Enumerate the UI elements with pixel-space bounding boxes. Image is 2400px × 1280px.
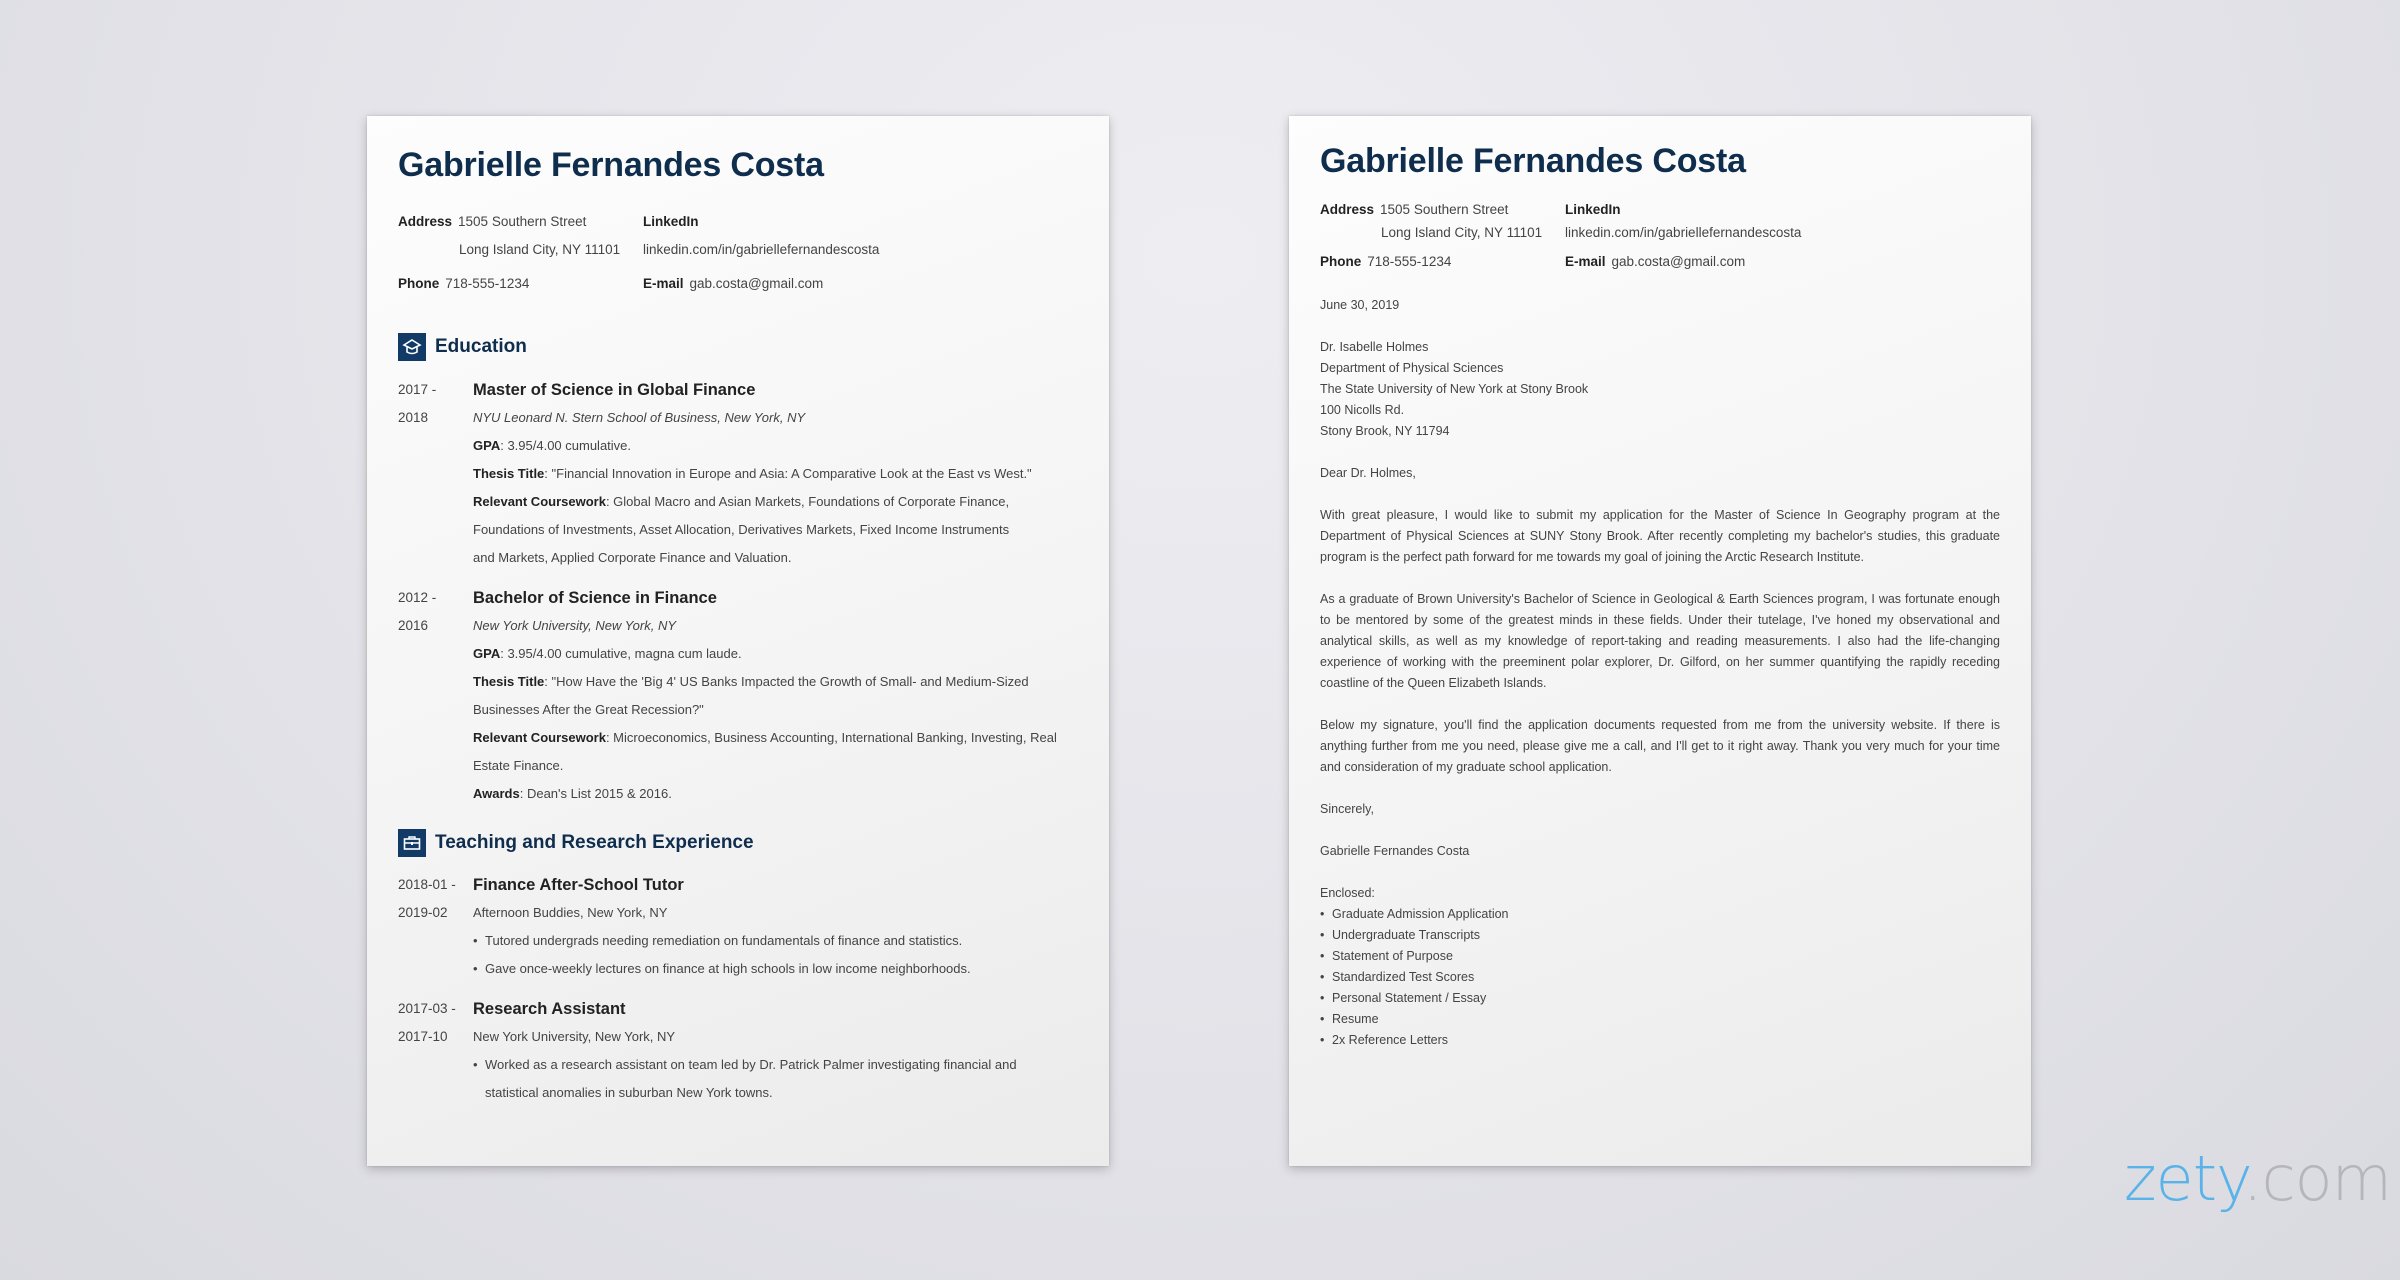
enclosed-item: • 2x Reference Letters <box>1320 1030 2000 1051</box>
gpa: : 3.95/4.00 cumulative. <box>500 438 632 453</box>
linkedin-link[interactable]: linkedin.com/in/gabriellefernandescosta <box>643 242 880 257</box>
linkedin-label: LinkedIn <box>643 214 699 229</box>
entry-date-start: 2017 - <box>398 382 437 397</box>
degree-title: Bachelor of Science in Finance <box>473 589 717 607</box>
cover-letter-page <box>1289 116 2031 1166</box>
address-line1: 1505 Southern Street <box>1380 202 1509 217</box>
closing: Sincerely, <box>1320 802 1374 816</box>
letter-name: Gabrielle Fernandes Costa <box>1320 142 1746 180</box>
email-label: E-mail <box>643 276 684 291</box>
enclosed-item: • Resume <box>1320 1009 2000 1030</box>
enclosed-label: Enclosed: <box>1320 886 1375 900</box>
awards-label: Awards <box>473 786 520 801</box>
thesis-label: Thesis Title <box>473 466 545 481</box>
entry-date-end: 2018 <box>398 410 429 425</box>
address-line2: Long Island City, NY 11101 <box>459 242 621 257</box>
experience-entry <box>398 995 1088 1107</box>
school: NYU Leonard N. Stern School of Business, New York, NY <box>473 410 806 425</box>
experience-section-heading <box>398 829 754 857</box>
thesis: : "Financial Innovation in Europe and Asia: A Comparative Look at the East vs West." <box>544 466 1032 481</box>
address-line1: 1505 Southern Street <box>458 214 587 229</box>
employer: New York University, New York, NY <box>473 1029 676 1044</box>
linkedin-label: LinkedIn <box>1565 202 1621 217</box>
enclosed-item: • Personal Statement / Essay <box>1320 988 2000 1009</box>
recipient-line: 100 Nicolls Rd. <box>1320 403 1405 417</box>
letter-date: June 30, 2019 <box>1320 298 1400 312</box>
education-heading: Education <box>435 336 527 357</box>
logo-tld: .com <box>2242 1142 2391 1215</box>
email-label: E-mail <box>1565 254 1606 269</box>
phone-label: Phone <box>398 276 440 291</box>
zety-logo <box>2124 1142 2391 1215</box>
entry-date-end: 2017-10 <box>398 1029 448 1044</box>
recipient-line: Stony Brook, NY 11794 <box>1320 424 1450 438</box>
enclosed-item: • Statement of Purpose <box>1320 946 2000 967</box>
coursework-label: Relevant Coursework <box>473 730 606 745</box>
entry-date-start: 2018-01 - <box>398 877 456 892</box>
enclosed-item: • Undergraduate Transcripts <box>1320 925 2000 946</box>
enclosed-item: • Standardized Test Scores <box>1320 967 2000 988</box>
education-entry <box>398 376 1088 572</box>
school: New York University, New York, NY <box>473 618 677 633</box>
recipient-line: The State University of New York at Stony Brook <box>1320 382 1589 396</box>
paragraph: As a graduate of Brown University's Bachelor of Science in Geological & Earth Sciences program, I was fortunate enough to be mentored by some of the greatest minds in these fields. Under their tutelage, I've honed my observational and analytical skills, as well as my knowledge of report-taking and reading measurements. I also had the life-changing experience of working with the preeminent polar explorer, Dr. Gilford, on her summer quantifying the rapidly receding coastline of the Queen Elizabeth Islands. <box>1320 592 2000 690</box>
education-entry <box>398 584 1088 808</box>
degree-title: Master of Science in Global Finance <box>473 381 756 399</box>
thesis: : "How Have the 'Big 4' US Banks Impacted the Growth of Small- and Medium-Sized Businesses After the Great Recession?" <box>473 674 1029 717</box>
coursework: : Microeconomics, Business Accounting, International Banking, Investing, Real Estate Finance. <box>473 730 1057 773</box>
email-link[interactable]: gab.costa@gmail.com <box>689 276 824 291</box>
thesis-label: Thesis Title <box>473 674 545 689</box>
letter-body <box>1320 295 2000 1051</box>
awards: : Dean's List 2015 & 2016. <box>519 786 672 801</box>
bullet-item: • Gave once-weekly lectures on finance at high schools in low income neighborhoods. <box>473 955 1088 983</box>
address-label: Address <box>1320 202 1375 217</box>
phone: 718-555-1234 <box>445 276 530 291</box>
email-link[interactable]: gab.costa@gmail.com <box>1611 254 1746 269</box>
recipient-block <box>1320 337 2000 442</box>
graduation-cap-icon <box>398 333 426 361</box>
paragraph: With great pleasure, I would like to submit my application for the Master of Science In Geography program at the Department of Physical Sciences at SUNY Stony Brook. After recently completing my bachelor's studies, this graduate program is the perfect path forward for me towards my goal of joining the Arctic Research Institute. <box>1320 508 2000 564</box>
gpa-label: GPA <box>473 438 501 453</box>
address-label: Address <box>398 214 453 229</box>
coursework-label: Relevant Coursework <box>473 494 606 509</box>
bullet-item: • Worked as a research assistant on team led by Dr. Patrick Palmer investigating financial and statistical anomalies in suburban New York towns. <box>473 1051 1043 1107</box>
entry-date-start: 2012 - <box>398 590 437 605</box>
experience-heading: Teaching and Research Experience <box>435 832 754 853</box>
paragraph: Below my signature, you'll find the application documents requested from me from the university website. If there is anything further from me you need, please give me a call, and I'll get to it right away. Thank you very much for your time and consideration of my graduate school application. <box>1320 718 2000 774</box>
resume-page <box>367 116 1109 1166</box>
coursework: : Global Macro and Asian Markets, Foundations of Corporate Finance, Foundations of Investments, Asset Allocation, Derivatives Markets, Fixed Income Instruments and Markets, Applied Corporate Finance and Valuation. <box>473 494 1010 565</box>
briefcase-icon <box>398 829 426 857</box>
entry-date-end: 2019-02 <box>398 905 448 920</box>
phone-label: Phone <box>1320 254 1362 269</box>
logo-brand: zety <box>2124 1142 2243 1215</box>
gpa: : 3.95/4.00 cumulative, magna cum laude. <box>500 646 742 661</box>
education-section-heading <box>398 333 527 361</box>
resume-name: Gabrielle Fernandes Costa <box>398 146 824 184</box>
job-title: Research Assistant <box>473 1000 626 1018</box>
employer: Afternoon Buddies, New York, NY <box>473 905 668 920</box>
experience-entry <box>398 871 1088 983</box>
entry-date-end: 2016 <box>398 618 429 633</box>
entry-date-start: 2017-03 - <box>398 1001 456 1016</box>
signature: Gabrielle Fernandes Costa <box>1320 844 1470 858</box>
bullet-item: • Tutored undergrads needing remediation on fundamentals of finance and statistics. <box>473 927 1088 955</box>
gpa-label: GPA <box>473 646 501 661</box>
phone: 718-555-1234 <box>1367 254 1452 269</box>
address-line2: Long Island City, NY 11101 <box>1381 225 1543 240</box>
recipient-line: Department of Physical Sciences <box>1320 361 1504 375</box>
recipient-line: Dr. Isabelle Holmes <box>1320 340 1429 354</box>
linkedin-link[interactable]: linkedin.com/in/gabriellefernandescosta <box>1565 225 1802 240</box>
enclosed-item: • Graduate Admission Application <box>1320 904 2000 925</box>
salutation: Dear Dr. Holmes, <box>1320 466 1416 480</box>
job-title: Finance After-School Tutor <box>473 876 684 894</box>
